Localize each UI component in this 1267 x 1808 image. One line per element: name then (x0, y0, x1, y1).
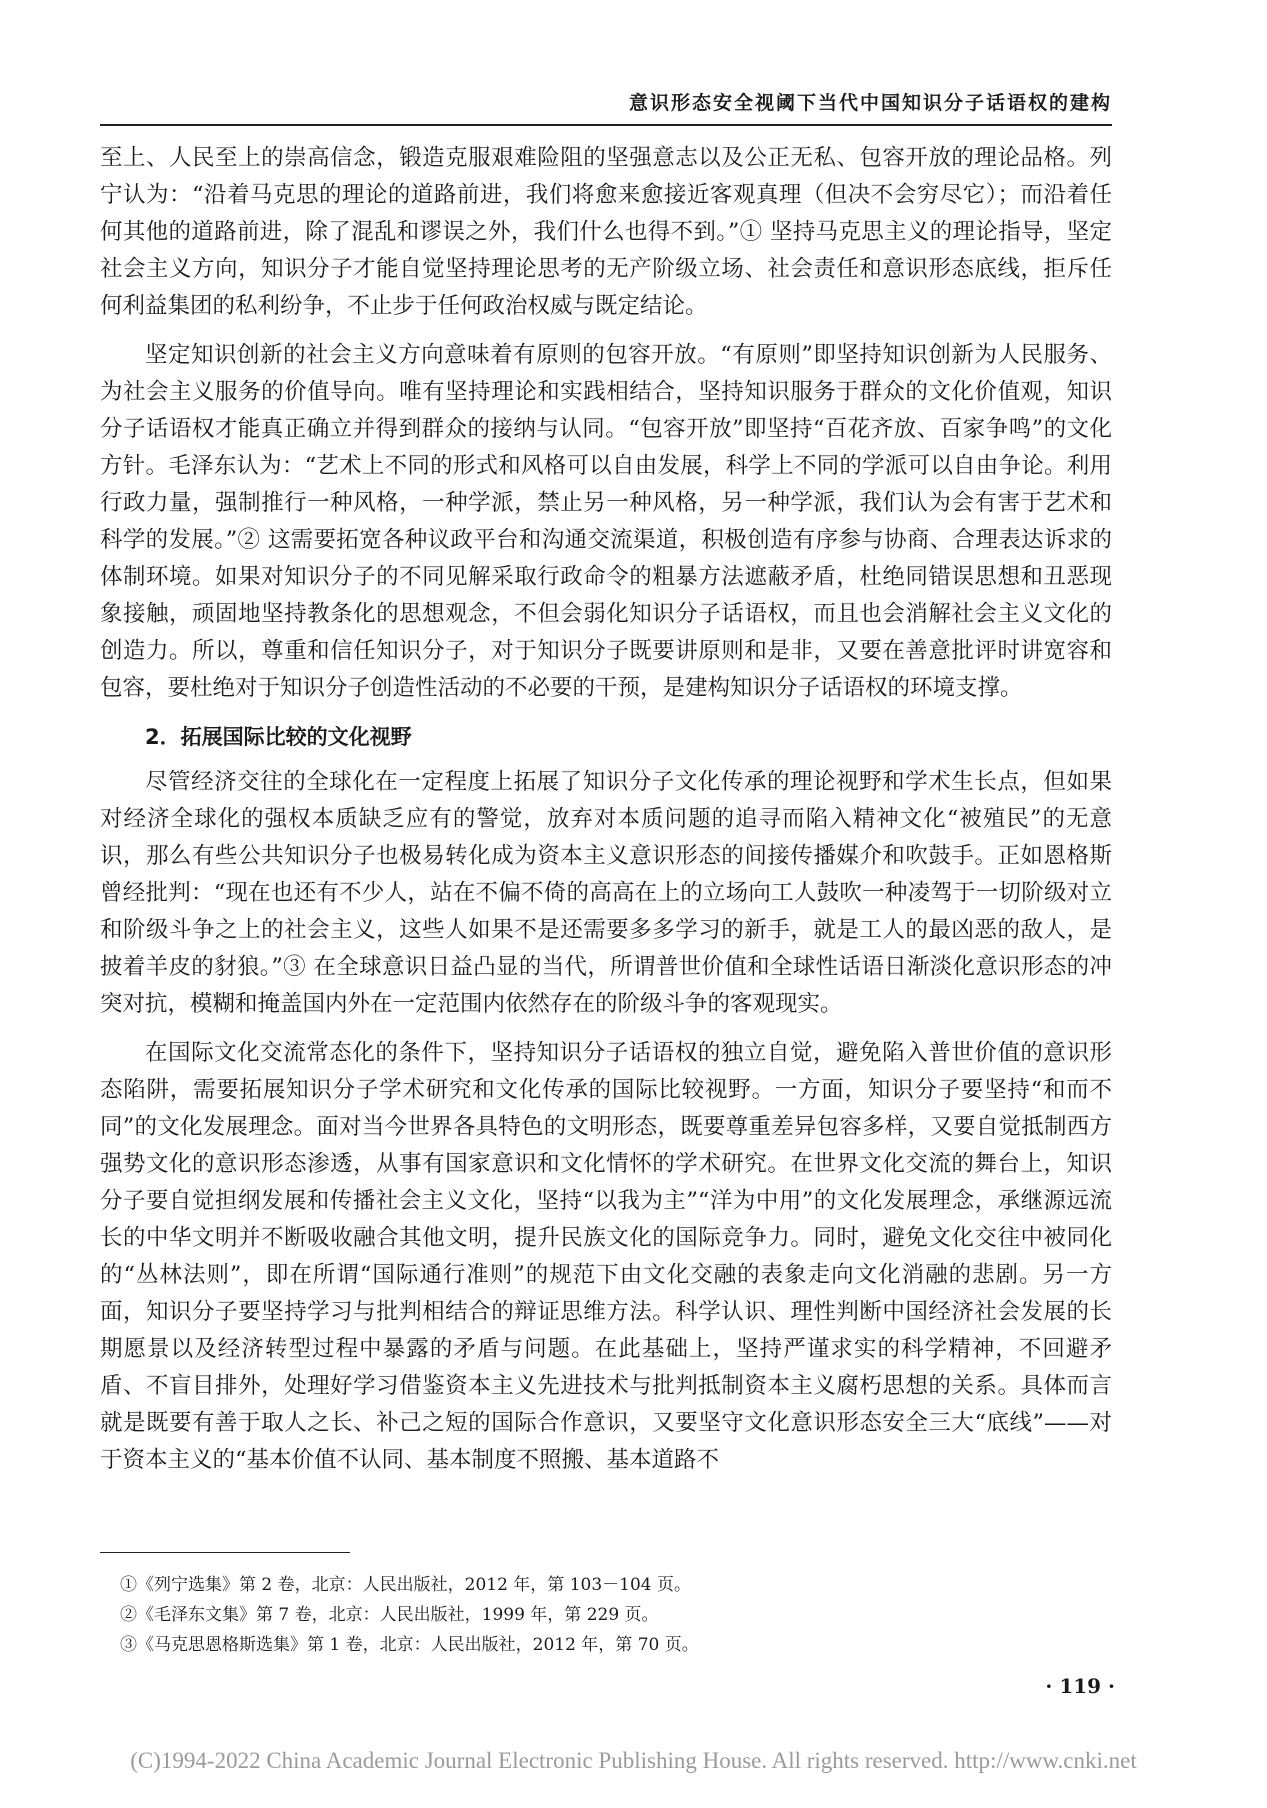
body-text (100, 140, 1112, 1491)
footnote: ②《毛泽东文集》第 7 卷，北京：人民出版社，1999 年，第 229 页。 (120, 1605, 659, 1625)
paragraph: 坚定知识创新的社会主义方向意味着有原则的包容开放。“有原则”即坚持知识创新为人民服务、为社会主义服务的价值导向。唯有坚持理论和实践相结合，坚持知识服务于群众的文化价值观，知识分子话语权才能真正确立并得到群众的接纳与认同。“包容开放”即坚持“百花齐放、百家争鸣”的文化方针。毛泽东认为：“艺术上不同的形式和风格可以自由发展，科学上不同的学派可以自由争论。利用行政力量，强制推行一种风格，一种学派，禁止另一种风格，另一种学派，我们认为会有害于艺术和科学的发展。”② 这需要拓宽各种议政平台和沟通交流渠道，积极创造有序参与协商、合理表达诉求的体制环境。如果对知识分子的不同见解采取行政命令的粗暴方法遮蔽矛盾，杜绝同错误思想和丑恶现象接触，顽固地坚持教条化的思想观念，不但会弱化知识分子话语权，而且也会消解社会主义文化的创造力。所以，尊重和信任知识分子，对于知识分子既要讲原则和是非，又要在善意批评时讲宽容和包容，要杜绝对于知识分子创造性活动的不必要的干预，是建构知识分子话语权的环境支撑。 (100, 342, 1112, 701)
page-number: · 119 · (1045, 1674, 1115, 1698)
copyright-notice: (C)1994-2022 China Academic Journal Electronic Publishing House. All rights reserved. http://www.cnki.net (130, 1748, 1137, 1773)
footnote: ③《马克思恩格斯选集》第 1 卷，北京：人民出版社，2012 年，第 70 页。 (120, 1635, 699, 1655)
paragraph: 至上、人民至上的崇高信念，锻造克服艰难险阻的坚强意志以及公正无私、包容开放的理论品格。列宁认为：“沿着马克思的理论的道路前进，我们将愈来愈接近客观真理（但决不会穷尽它）；而沿着任何其他的道路前进，除了混乱和谬误之外，我们什么也得不到。”① 坚持马克思主义的理论指导，坚定社会主义方向，知识分子才能自觉坚持理论思考的无产阶级立场、社会责任和意识形态底线，拒斥任何利益集团的私利纷争，不止步于任何政治权威与既定结论。 (100, 145, 1112, 319)
footnote-rule (100, 1552, 350, 1553)
footnotes (100, 1570, 1112, 1660)
paragraph: 尽管经济交往的全球化在一定程度上拓展了知识分子文化传承的理论视野和学术生长点，但如果对经济全球化的强权本质缺乏应有的警觉，放弃对本质问题的追寻而陷入精神文化“被殖民”的无意识，那么有些公共知识分子也极易转化成为资本主义意识形态的间接传播媒介和吹鼓手。正如恩格斯曾经批判：“现在也还有不少人，站在不偏不倚的高高在上的立场向工人鼓吹一种凌驾于一切阶级对立和阶级斗争之上的社会主义，这些人如果不是还需要多多学习的新手，就是工人的最凶恶的敌人，是披着羊皮的豺狼。”③ 在全球意识日益凸显的当代，所谓普世价值和全球性话语日渐淡化意识形态的冲突对抗，模糊和掩盖国内外在一定范围内依然存在的阶级斗争的客观现实。 (100, 769, 1112, 1017)
header-rule (100, 124, 1112, 126)
section-heading: 2．拓展国际比较的文化视野 (145, 725, 412, 749)
footnote: ①《列宁选集》第 2 卷，北京：人民出版社，2012 年，第 103－104 页。 (120, 1575, 691, 1595)
paragraph: 在国际文化交流常态化的条件下，坚持知识分子话语权的独立自觉，避免陷入普世价值的意识形态陷阱，需要拓展知识分子学术研究和文化传承的国际比较视野。一方面，知识分子要坚持“和而不同”的文化发展理念。面对当今世界各具特色的文明形态，既要尊重差异包容多样，又要自觉抵制西方强势文化的意识形态渗透，从事有国家意识和文化情怀的学术研究。在世界文化交流的舞台上，知识分子要自觉担纲发展和传播社会主义文化，坚持“以我为主”“洋为中用”的文化发展理念，承继源远流长的中华文明并不断吸收融合其他文明，提升民族文化的国际竞争力。同时，避免文化交往中被同化的“丛林法则”，即在所谓“国际通行准则”的规范下由文化交融的表象走向文化消融的悲剧。另一方面，知识分子要坚持学习与批判相结合的辩证思维方法。科学认识、理性判断中国经济社会发展的长期愿景以及经济转型过程中暴露的矛盾与问题。在此基础上，坚持严谨求实的科学精神，不回避矛盾、不盲目排外，处理好学习借鉴资本主义先进技术与批判抵制资本主义腐朽思想的关系。具体而言就是既要有善于取人之长、补己之短的国际合作意识，又要坚守文化意识形态安全三大“底线”——对于资本主义的“基本价值不认同、基本制度不照搬、基本道路不 (100, 1040, 1112, 1473)
running-head: 意识形态安全视阈下当代中国知识分子话语权的建构 (628, 92, 1112, 114)
